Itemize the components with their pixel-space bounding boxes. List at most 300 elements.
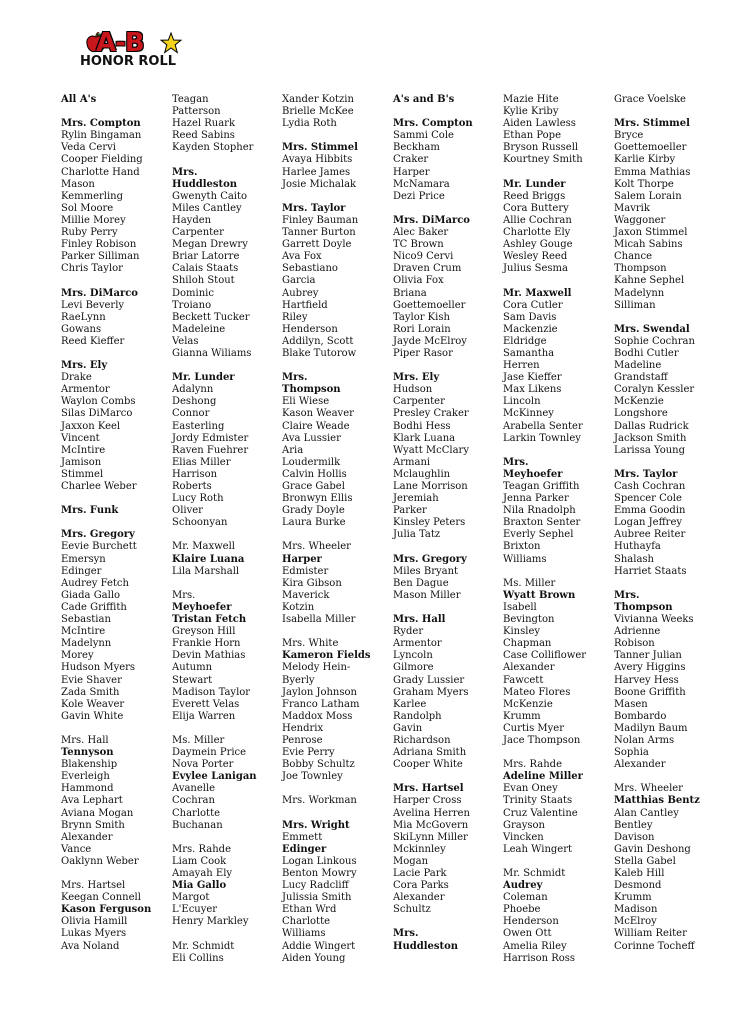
section-heading: Harper (282, 553, 322, 565)
section-heading: Adeline Miller (503, 771, 583, 783)
student-name: Desmond (614, 880, 662, 892)
student-name: Ava Fox (282, 251, 322, 263)
student-name: Arabella Senter (503, 420, 583, 432)
student-name: Henry Markley (172, 916, 249, 928)
student-name: Sophia (614, 747, 649, 759)
student-name: Olivia Hamill (61, 916, 128, 928)
student-name: Eevie Burchett (61, 541, 137, 553)
spacer (393, 602, 473, 614)
spacer (61, 106, 151, 118)
section-heading: Mia Gallo (172, 880, 227, 892)
student-name: Jase Kieffer (503, 372, 562, 384)
section-heading: Mrs. (614, 589, 640, 601)
student-name: Schoonyan (172, 517, 228, 529)
student-name: Aiden Lawless (503, 118, 576, 130)
student-name: Ethan Pope (503, 130, 562, 142)
student-name: Kole Weaver (61, 698, 125, 710)
student-name: Charlee Weber (61, 481, 137, 492)
student-name: Grady Lussier (393, 674, 465, 686)
student-name: Kira Gibson (282, 577, 342, 589)
student-name: Josie Michalak (282, 178, 357, 190)
student-name: Liam Cook (172, 855, 227, 867)
student-name: Spencer Cole (614, 493, 682, 505)
student-name: Mckinnley (393, 843, 446, 855)
student-name: Drake (61, 372, 92, 384)
section-heading: Kameron Fields (282, 650, 371, 662)
student-name: Max Likens (503, 384, 562, 396)
student-name: Davison (614, 831, 655, 843)
student-name: Phoebe (503, 904, 541, 916)
student-name: Mr. Schmidt (503, 868, 566, 879)
spacer (614, 312, 700, 324)
student-name: Bryson Russell (503, 142, 579, 154)
student-name: Cora Parks (393, 880, 449, 892)
student-name: Braxton Senter (503, 517, 581, 529)
student-name: Huthayfa (614, 541, 661, 553)
spacer (61, 517, 151, 529)
student-name: Sol Moore (61, 202, 114, 214)
spacer (282, 626, 371, 638)
student-name: Gowans (61, 323, 102, 335)
student-name: Veda Cervi (61, 142, 116, 154)
student-name: Piper Rasor (393, 347, 453, 359)
student-name: Emersyn (61, 553, 106, 565)
student-name: Bevington (503, 614, 555, 626)
student-name: Samantha (503, 347, 555, 359)
student-name: Harriet Staats (614, 565, 687, 577)
student-name: Edinger (61, 565, 102, 577)
student-name: Wesley Reed (503, 251, 568, 263)
student-name: Keegan Connell (61, 892, 141, 904)
student-name: Bombardo (614, 710, 667, 722)
student-name: Fawcett (503, 674, 544, 686)
student-name: Garrett Doyle (282, 239, 352, 251)
student-name: Madison (614, 904, 658, 916)
student-name: Ethan Wrd (282, 904, 337, 916)
student-name: Vincken (503, 831, 544, 843)
student-name: Adriana Smith (393, 747, 467, 759)
student-name: Coralyn Kessler (614, 384, 695, 396)
spacer (393, 916, 473, 928)
student-name: Calais Staats (172, 263, 239, 275)
student-name: Julissia Smith (282, 892, 352, 904)
student-name: Laura Burke (282, 517, 346, 529)
spacer (393, 360, 473, 372)
student-name: Bodhi Hess (393, 420, 451, 432)
student-name: Chance (614, 251, 653, 263)
student-name: Amelia Riley (503, 940, 567, 952)
student-name: Craker (393, 154, 429, 166)
spacer (393, 541, 473, 553)
student-name: Mrs. Hall (61, 734, 109, 746)
star-icon (160, 32, 182, 54)
student-name: Karlie Kirby (614, 154, 676, 166)
student-name: Evan Oney (503, 783, 558, 795)
spacer (503, 275, 586, 287)
student-name: Melody Hein- (282, 662, 351, 674)
student-name: Stella Gabel (614, 855, 676, 867)
spacer (172, 154, 257, 166)
student-name: Hazel Ruark (172, 118, 236, 130)
student-name: Kayden Stopher (172, 142, 254, 154)
student-name: Kotzin (282, 601, 315, 613)
student-name: Longshore (614, 408, 668, 420)
student-name: Velas (172, 335, 199, 347)
student-name: Ben Dague (393, 577, 449, 589)
student-name: Cade Griffith (61, 601, 127, 613)
section-heading: Evylee Lanigan (172, 771, 257, 783)
student-name: Lyncoln (393, 650, 433, 662)
student-name: Vincent (61, 432, 100, 444)
student-name: Williams (503, 553, 547, 565)
student-name: Mr. Schmidt (172, 940, 235, 952)
student-name: McIntire (61, 626, 106, 638)
student-name: Vivianna Weeks (614, 614, 694, 626)
section-heading: Mrs. (503, 456, 529, 468)
logo-title: A-B (96, 28, 144, 58)
student-name: Micah Sabins (614, 239, 683, 251)
student-name: Hammond (61, 783, 114, 795)
student-name: Edmister (282, 565, 329, 577)
student-name: Williams (282, 928, 326, 940)
student-name: Carpenter (172, 227, 224, 239)
student-name: Graham Myers (393, 686, 469, 698)
student-name: Madilyn Baum (614, 722, 688, 734)
honor-roll-logo (80, 28, 188, 70)
spacer (503, 747, 586, 759)
student-name: Boone Griffith (614, 686, 686, 698)
student-name: Brielle McKee (282, 106, 354, 118)
student-name: Everly Sephel (503, 529, 574, 541)
section-heading: Mr. Lunder (503, 178, 566, 190)
student-name: Grandstaff (614, 372, 668, 384)
student-name: Oliver (172, 505, 203, 517)
student-name: Eli Wiese (282, 396, 330, 408)
section-heading: Tristan Fetch (172, 614, 247, 626)
student-name: Corinne Tocheff (614, 940, 695, 952)
student-name: Adrienne (614, 626, 661, 638)
spacer (393, 771, 473, 783)
student-name: Raven Fuehrer (172, 444, 249, 456)
student-name: Aviana Mogan (61, 807, 134, 819)
student-name: Harvey Hess (614, 674, 679, 686)
student-name: Draven Crum (393, 263, 462, 275)
student-name: Coleman (503, 892, 548, 904)
student-name: Reed Sabins (172, 130, 235, 142)
spacer (282, 783, 371, 795)
section-heading: Mrs. Taylor (282, 202, 346, 214)
student-name: Shalash (614, 553, 654, 565)
student-name: Avaya Hibbits (282, 154, 353, 166)
section-heading: Mrs. (172, 166, 198, 178)
student-name: Mr. Maxwell (172, 541, 235, 553)
student-name: Taylor Kish (393, 311, 450, 323)
student-name: Evie Shaver (61, 674, 122, 686)
student-name: Herren (503, 360, 540, 372)
student-name: Aubree Reiter (614, 529, 686, 541)
student-name: Jaxon Stimmel (614, 227, 688, 239)
student-name: Evie Perry (282, 747, 335, 759)
student-name: Richardson (393, 734, 451, 746)
student-name: Elias Miller (172, 456, 231, 468)
student-name: Cash Cochran (614, 481, 686, 492)
student-name: Gianna Wiliams (172, 347, 252, 359)
student-name: Benton Mowry (282, 868, 357, 879)
column-1 (61, 94, 151, 953)
student-name: Connor (172, 408, 210, 420)
student-name: Aubrey (282, 287, 319, 299)
student-name: Tanner Julian (614, 650, 682, 662)
student-name: Jackson Smith (614, 432, 687, 444)
student-name: Ms. Miller (503, 577, 556, 589)
student-name: Armani (393, 456, 431, 468)
student-name: Goettemoeller (614, 142, 687, 154)
student-name: Loudermilk (282, 456, 341, 468)
student-name: Gavin Deshong (614, 843, 691, 855)
student-name: McKinney (503, 408, 554, 420)
student-name: Kylie Kriby (503, 106, 559, 118)
student-name: Charlotte Ely (503, 227, 571, 239)
student-name: Margot (172, 892, 210, 904)
student-name: Jaylon Johnson (282, 686, 357, 698)
section-heading: Mrs. Hall (393, 614, 446, 626)
student-name: Harrison (172, 468, 218, 480)
student-name: Maverick (282, 589, 330, 601)
student-name: Riley (282, 311, 308, 323)
student-name: Hartfield (282, 299, 328, 311)
student-name: Franco Latham (282, 698, 360, 710)
student-name: Silliman (614, 299, 656, 311)
section-heading: Meyhoefer (172, 601, 232, 613)
student-name: Ashley Gouge (503, 239, 573, 251)
spacer (172, 578, 257, 590)
student-name: Parker Silliman (61, 251, 140, 263)
student-name: Emma Mathias (614, 166, 691, 178)
student-name: Audrey Fetch (61, 577, 129, 589)
spacer (614, 578, 700, 590)
student-name: Madelynn (614, 287, 665, 299)
student-name: Kolt Thorpe (614, 178, 674, 190)
spacer (282, 360, 371, 372)
student-name: Joe Townley (282, 771, 343, 783)
student-name: Devin Mathias (172, 650, 246, 662)
student-name: L'Ecuyer (172, 904, 218, 916)
student-name: Mrs. White (282, 638, 339, 650)
student-name: Lucy Roth (172, 493, 224, 505)
spacer (503, 856, 586, 868)
student-name: Schultz (393, 904, 431, 916)
student-name: Bentley (614, 819, 653, 831)
section-heading: Mrs. Gregory (61, 529, 135, 541)
section-heading: Mrs. Taylor (614, 468, 678, 480)
student-name: Eli Collins (172, 952, 224, 964)
student-name: Harper Cross (393, 795, 462, 807)
student-name: Bronwyn Ellis (282, 493, 353, 505)
section-heading: All A's (61, 94, 97, 105)
student-name: Julius Sesma (503, 263, 568, 275)
student-name: Kinsley (503, 626, 541, 638)
student-name: Waggoner (614, 214, 666, 226)
student-name: Harlee James (282, 166, 351, 178)
student-name: Vance (61, 843, 92, 855)
student-name: Eldridge (503, 335, 547, 347)
student-name: Gilmore (393, 662, 434, 674)
section-heading: Mr. Maxwell (503, 287, 572, 299)
student-name: Madeleine (172, 323, 226, 335)
student-name: Case Colliflower (503, 650, 587, 662)
student-name: McNamara (393, 178, 450, 190)
student-name: Charlotte (282, 916, 331, 928)
student-name: Mavrik (614, 202, 650, 214)
student-name: Harper (393, 166, 430, 178)
student-name: Krumm (503, 710, 541, 722)
spacer (614, 106, 700, 118)
student-name: Masen (614, 698, 648, 710)
student-name: McKenzie (503, 698, 553, 710)
student-name: Troiano (172, 299, 212, 311)
student-name: Xander Kotzin (282, 94, 354, 105)
spacer (172, 832, 257, 844)
student-name: Parker (393, 505, 427, 517)
student-name: Gavin White (61, 710, 124, 722)
column-5 (503, 94, 586, 965)
student-name: Aria (282, 444, 304, 456)
student-name: Sebastian (61, 614, 111, 626)
spacer (282, 191, 371, 203)
section-heading: Mrs. Compton (61, 118, 141, 130)
student-name: Oaklynn Weber (61, 855, 139, 867)
student-name: Alexander (61, 831, 113, 843)
student-name: Shiloh Stout (172, 275, 235, 287)
student-name: Briar Latorre (172, 251, 240, 263)
logo-subtitle: HONOR ROLL (80, 54, 177, 69)
student-name: Bodhi Cutler (614, 347, 679, 359)
student-name: Charlotte (172, 807, 221, 819)
student-name: Mason Miller (393, 589, 461, 601)
student-name: Jamison (61, 456, 102, 468)
section-heading: Meyhoefer (503, 468, 563, 480)
student-name: Mateo Flores (503, 686, 571, 698)
student-name: Reed Kieffer (61, 335, 125, 347)
student-name: Brynn Smith (61, 819, 125, 831)
student-name: Mrs. (172, 589, 196, 601)
student-name: Bryce (614, 130, 644, 142)
student-name: Leah Wingert (503, 843, 572, 855)
section-heading: Huddleston (172, 178, 238, 190)
student-name: Ruby Perry (61, 227, 118, 239)
student-name: Isabell (503, 601, 537, 613)
student-name: Armentor (393, 638, 442, 650)
section-heading: Matthias Bentz (614, 795, 700, 807)
student-name: Emma Goodin (614, 505, 686, 517)
student-name: Grace Voelske (614, 94, 686, 105)
section-heading: Mr. Lunder (172, 372, 235, 384)
student-name: Rori Lorain (393, 323, 451, 335)
student-name: Alec Baker (393, 227, 449, 239)
student-name: Beckham (393, 142, 440, 154)
spacer (282, 130, 371, 142)
student-name: Stimmel (61, 468, 104, 480)
student-name: Alexander (503, 662, 555, 674)
student-name: Wyatt McClary (393, 444, 469, 456)
student-name: Curtis Myer (503, 722, 564, 734)
student-name: Mason (61, 178, 95, 190)
section-heading: Mrs. (393, 928, 419, 940)
student-name: Jordy Edmister (172, 432, 249, 444)
section-heading: Huddleston (393, 940, 459, 952)
section-heading: Mrs. Gregory (393, 553, 467, 565)
student-name: Owen Ott (503, 928, 552, 940)
student-name: Kinsley Peters (393, 517, 466, 529)
student-name: Robison (614, 638, 655, 650)
student-name: Jeremiah (393, 493, 439, 505)
spacer (282, 808, 371, 820)
student-name: Avery Higgins (614, 662, 686, 674)
student-name: Greyson Hill (172, 626, 236, 638)
student-name: Salem Lorain (614, 190, 682, 202)
section-heading: A's and B's (393, 94, 455, 105)
student-name: Morey (61, 650, 94, 662)
student-name: Kahne Sephel (614, 275, 685, 287)
student-name: Rylin Bingaman (61, 130, 142, 142)
student-name: William Reiter (614, 928, 687, 940)
student-name: Avanelle (172, 783, 216, 795)
student-name: Finley Robison (61, 239, 137, 251)
section-heading: Tennyson (61, 747, 114, 759)
student-name: Chris Taylor (61, 263, 123, 275)
student-name: Cruz Valentine (503, 807, 578, 819)
spacer (503, 566, 586, 578)
student-name: Sebastiano (282, 263, 338, 275)
student-name: Sam Davis (503, 311, 557, 323)
student-name: Mogan (393, 855, 429, 867)
column-3 (282, 94, 371, 965)
student-name: Mrs. Hartsel (61, 880, 126, 892)
student-name: Mclaughlin (393, 468, 451, 480)
student-name: Miles Bryant (393, 565, 459, 577)
student-name: Easterling (172, 420, 225, 432)
student-name: Olivia Fox (393, 275, 444, 287)
student-name: Addilyn, Scott (282, 335, 354, 347)
student-name: Mrs. Wheeler (614, 783, 683, 795)
section-heading: Mrs. Ely (61, 360, 108, 372)
student-name: Klark Luana (393, 432, 456, 444)
column-4 (393, 94, 473, 953)
spacer (393, 106, 473, 118)
student-name: Nila Rnadolph (503, 505, 576, 517)
column-6 (614, 94, 700, 953)
student-name: Miles Cantley (172, 202, 242, 214)
spacer (61, 493, 151, 505)
student-name: Allie Cochran (503, 214, 572, 226)
student-name: Blake Tutorow (282, 347, 357, 359)
spacer (282, 529, 371, 541)
student-name: Everleigh (61, 771, 110, 783)
student-name: Madelynn (61, 638, 112, 650)
student-name: Carpenter (393, 396, 445, 408)
section-heading: Thompson (614, 601, 673, 613)
student-name: Stewart (172, 674, 213, 686)
student-name: Beckett Tucker (172, 311, 250, 323)
section-heading: Mrs. Hartsel (393, 783, 464, 795)
student-name: TC Brown (393, 239, 444, 251)
spacer (61, 275, 151, 287)
student-name: Gwenyth Caito (172, 190, 248, 202)
student-name: Buchanan (172, 819, 223, 831)
spacer (503, 167, 586, 179)
student-name: Mrs. Rahde (172, 843, 231, 855)
section-heading: Mrs. Swendal (614, 323, 690, 335)
